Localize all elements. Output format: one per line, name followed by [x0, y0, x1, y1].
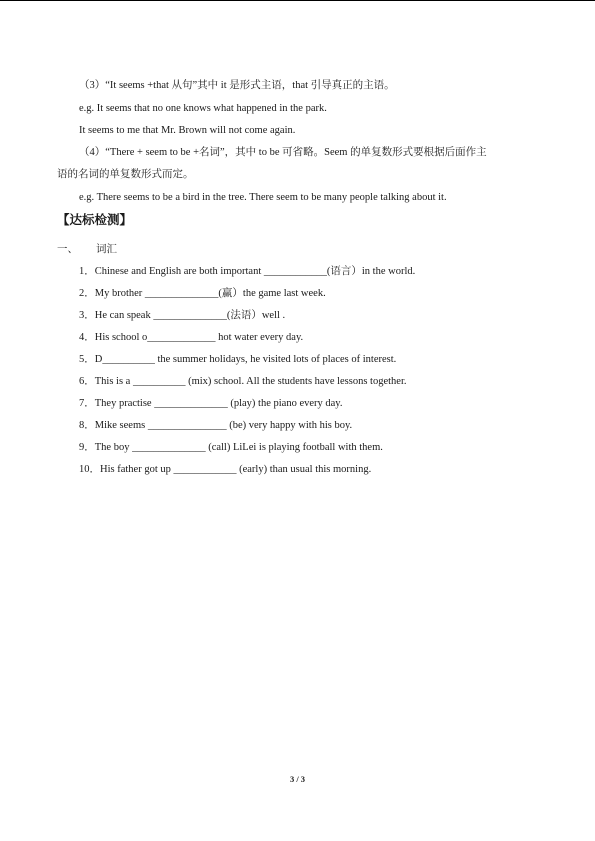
exercise-item-10: 10．His father got up ____________ (early) than usual this morning.	[79, 464, 372, 475]
exercise-item-6: 6．This is a __________ (mix) school. All the students have lessons together.	[79, 376, 407, 387]
exercise-item-5: 5．D__________ the summer holidays, he visited lots of places of interest.	[79, 354, 397, 365]
page-number: 3 / 3	[289, 774, 306, 784]
note3-title: （3）“It seems +that 从句”其中 it 是形式主语，that 引导真正的主语。	[79, 80, 395, 91]
note3-example-1: e.g. It seems that no one knows what happened in the park.	[79, 103, 327, 114]
note4-example: e.g. There seems to be a bird in the tree. There seem to be many people talking about it.	[79, 192, 447, 203]
exercise-item-2: 2．My brother ______________(赢）the game last week.	[79, 288, 326, 299]
note3-example-2: It seems to me that Mr. Brown will not come again.	[79, 125, 296, 136]
top-border-line	[0, 0, 595, 1]
exercise-item-3: 3．He can speak ______________(法语）well .	[79, 310, 286, 321]
part-title: 词汇	[96, 244, 117, 255]
exercise-item-1: 1．Chinese and English are both important ____________(语言）in the world.	[79, 266, 416, 277]
exercise-item-7: 7．They practise ______________ (play) the piano every day.	[79, 398, 343, 409]
note4-title-line-2: 语的名词的单复数形式而定。	[57, 169, 194, 180]
exercise-item-4: 4．His school o_____________ hot water every day.	[79, 332, 304, 343]
note4-title-line-1: （4）“There + seem to be +名词”，其中 to be 可省略。Seem 的单复数形式要根据后面作主	[79, 147, 487, 158]
exercise-item-9: 9．The boy ______________ (call) LiLei is playing football with them.	[79, 442, 383, 453]
exercise-item-8: 8．Mike seems _______________ (be) very happy with his boy.	[79, 420, 353, 431]
section-heading: 【达标检测】	[57, 212, 133, 227]
part-number: 一、	[57, 244, 78, 255]
